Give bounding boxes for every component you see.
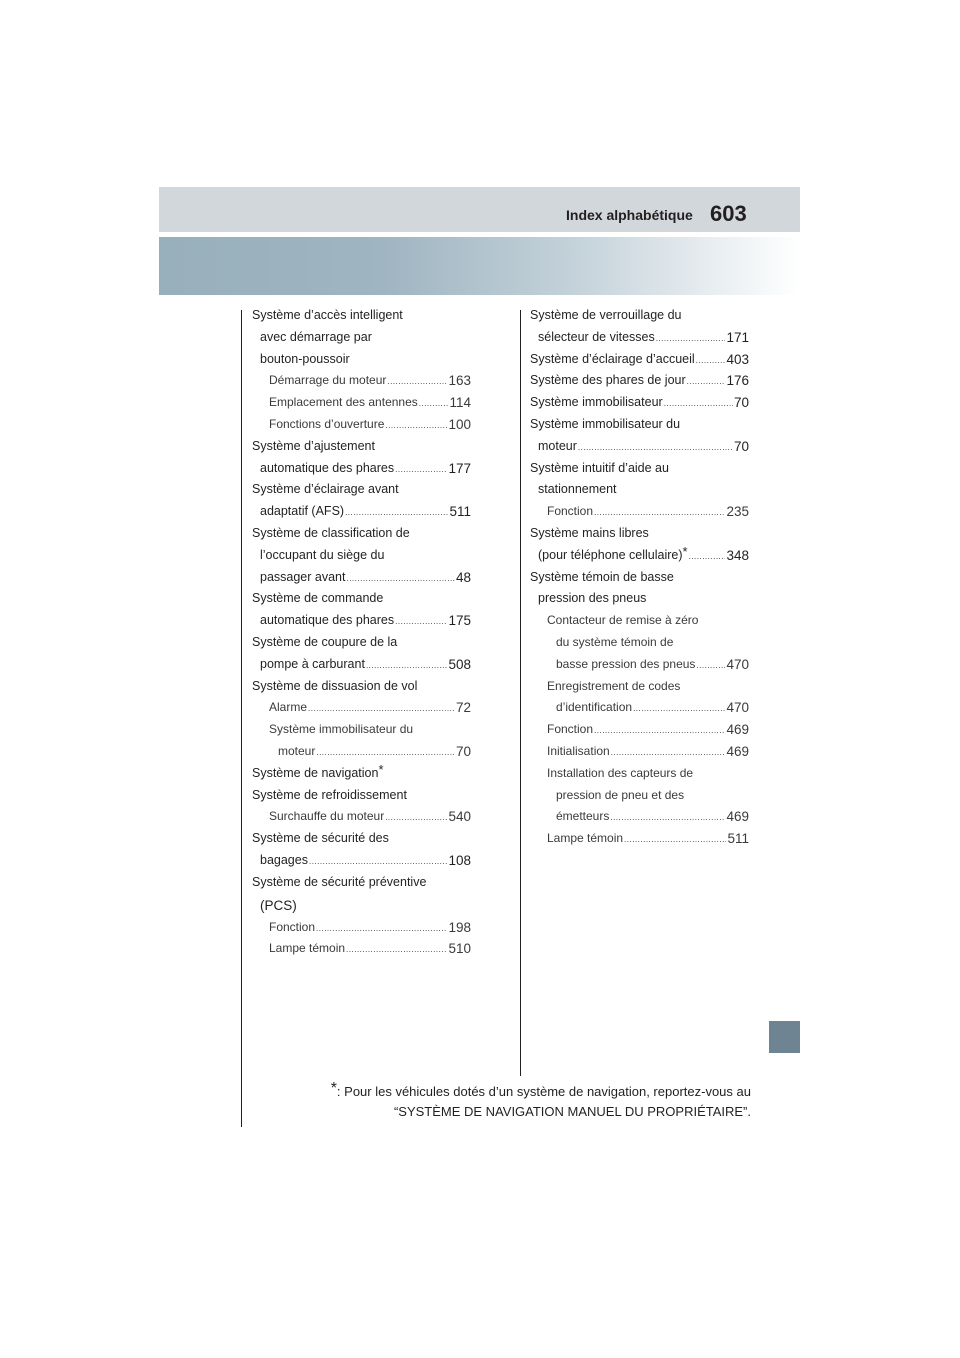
index-entry [530, 654, 749, 676]
dot-leader [656, 327, 726, 349]
index-entry-label: du système témoin de [556, 634, 674, 649]
dot-leader [346, 567, 454, 589]
index-entry-page[interactable]: 70 [733, 438, 749, 454]
index-entry-label: Fonction [269, 919, 316, 934]
index-entry-label: Surchauffe du moteur [269, 809, 385, 824]
index-entry [252, 436, 471, 458]
footnote-line-1: : Pour les véhicules dotés d’un système de navigation, reportez-vous au [336, 1084, 751, 1099]
index-entry [252, 806, 471, 828]
index-entry-label: Système d’éclairage avant [252, 482, 399, 497]
index-entry-page[interactable]: 348 [726, 547, 749, 563]
index-entry-label: Démarrage du moteur [269, 373, 387, 388]
index-entry [530, 479, 749, 501]
index-entry-page[interactable]: 72 [455, 700, 471, 716]
index-entry-label: bouton-poussoir [260, 351, 350, 366]
index-entry [252, 632, 471, 654]
index-column-right [530, 305, 749, 850]
index-entry [252, 872, 471, 894]
index-entry-label: Fonction [547, 722, 594, 737]
index-entry-label: Système de dissuasion de vol [252, 678, 418, 693]
index-entry [252, 523, 471, 545]
index-entry [252, 545, 471, 567]
dot-leader [395, 610, 447, 632]
index-entry [252, 894, 471, 917]
index-entry-page[interactable]: 171 [726, 329, 749, 345]
header-gradient-band [159, 237, 800, 295]
index-entry-page[interactable]: 469 [726, 722, 749, 738]
index-column-left [252, 305, 471, 960]
dot-leader [385, 414, 447, 436]
index-entry-page[interactable]: 511 [727, 831, 749, 847]
dot-leader [385, 806, 447, 828]
dot-leader [316, 741, 455, 763]
index-entry-label: adaptatif (AFS) [260, 504, 345, 519]
index-entry [530, 501, 749, 523]
index-entry-label: automatique des phares [260, 613, 395, 628]
index-entry [530, 305, 749, 327]
dot-leader [594, 719, 725, 741]
index-entry-label: automatique des phares [260, 460, 395, 475]
dot-leader [664, 392, 733, 414]
index-entry-page[interactable]: 508 [448, 656, 471, 672]
column-divider-rule [520, 310, 521, 1076]
dot-leader [387, 370, 447, 392]
index-entry-label: Alarme [269, 700, 308, 715]
index-entry [252, 938, 471, 960]
index-entry-label: Système de commande [252, 591, 384, 606]
index-entry-label: avec démarrage par [260, 329, 372, 344]
index-entry-label: Système de refroidissement [252, 787, 407, 802]
index-entry-label: (pour téléphone cellulaire) [538, 547, 683, 562]
index-entry-label: basse pression des pneus [556, 656, 696, 671]
index-entry-label: Installation des capteurs de [547, 765, 694, 780]
index-entry [530, 697, 749, 719]
index-entry-label: (PCS) [260, 897, 297, 913]
index-entry-label: pression de pneu et des [556, 787, 685, 802]
index-entry-page[interactable]: 108 [448, 852, 471, 868]
index-entry-label: Lampe témoin [547, 831, 624, 846]
index-entry-label: pompe à carburant [260, 656, 365, 671]
index-entry-label: Système immobilisateur du [269, 722, 414, 737]
index-entry [252, 917, 471, 939]
index-entry-page[interactable]: 70 [455, 743, 471, 759]
dot-leader [395, 458, 447, 480]
page-number: 603 [710, 201, 747, 226]
index-entry-page[interactable]: 175 [448, 613, 471, 629]
index-entry-label: Système intuitif d’aide au [530, 460, 669, 475]
dot-leader [594, 501, 725, 523]
index-entry-label: sélecteur de vitesses [538, 329, 655, 344]
footnote [252, 1082, 751, 1122]
index-entry-label: passager avant [260, 569, 346, 584]
index-entry-label: Contacteur de remise à zéro [547, 613, 699, 628]
section-tab [769, 1021, 800, 1053]
dot-leader [611, 741, 726, 763]
index-entry-page[interactable]: 70 [733, 395, 749, 411]
index-entry [530, 436, 749, 458]
dot-leader [309, 850, 448, 872]
index-entry [252, 850, 471, 872]
index-entry-label: Système des phares de jour [530, 373, 686, 388]
index-entry [530, 370, 749, 392]
index-entry-label: pression des pneus [538, 591, 647, 606]
index-entry [530, 458, 749, 480]
index-entry-label: Emplacement des antennes [269, 395, 418, 410]
index-entry-page[interactable]: 177 [448, 460, 471, 476]
index-entry-page[interactable]: 469 [726, 743, 749, 759]
index-entry [530, 741, 749, 763]
index-entry-page[interactable]: 403 [726, 351, 749, 367]
index-entry-page[interactable]: 176 [726, 373, 749, 389]
dot-leader [689, 545, 726, 567]
index-entry [252, 654, 471, 676]
index-entry [530, 414, 749, 436]
index-entry [252, 719, 471, 741]
index-entry-page[interactable]: 469 [726, 809, 749, 825]
index-entry-label: Système d’accès intelligent [252, 308, 403, 322]
index-entry [252, 458, 471, 480]
index-entry-page[interactable]: 100 [448, 416, 471, 432]
index-entry [252, 741, 471, 763]
index-entry [252, 697, 471, 719]
index-entry-label: Système mains libres [530, 525, 649, 540]
index-entry-label: Système d’ajustement [252, 438, 375, 453]
index-entry [530, 828, 749, 850]
dot-leader [610, 806, 725, 828]
index-entry-label: Initialisation [547, 743, 610, 758]
index-entry [252, 479, 471, 501]
footnote-star: * [330, 1080, 337, 1097]
footnote-marker: * [682, 543, 688, 559]
index-entry-label: bagages [260, 852, 308, 867]
index-entry-page[interactable]: 540 [448, 809, 471, 825]
index-entry-label: moteur [278, 743, 316, 758]
dot-leader [696, 349, 726, 371]
dot-leader [346, 938, 447, 960]
index-entry-label: Système de classification de [252, 525, 410, 540]
dot-leader [633, 697, 725, 719]
index-entry-label: Système immobilisateur [530, 395, 663, 410]
index-entry [252, 392, 471, 414]
index-entry-label: Système de navigation [252, 765, 379, 780]
index-entry-label: l’occupant du siège du [260, 547, 385, 562]
index-entry [252, 828, 471, 850]
index-entry [530, 523, 749, 545]
index-entry [252, 785, 471, 807]
index-entry-label: Fonction [547, 504, 594, 519]
header-bar [159, 187, 800, 232]
index-entry-label: Système de sécurité préventive [252, 874, 427, 889]
index-entry-label: Système témoin de basse [530, 569, 674, 584]
index-entry-label: Fonctions d’ouverture [269, 416, 385, 431]
index-entry-label: Système d’éclairage d’accueil [530, 351, 695, 366]
index-entry [252, 588, 471, 610]
index-entry-label: émetteurs [556, 809, 610, 824]
index-entry [530, 785, 749, 807]
footnote-line-2: “SYSTÈME DE NAVIGATION MANUEL DU PROPRIÉTAIRE”. [393, 1104, 751, 1119]
index-entry [530, 610, 749, 632]
index-entry-label: Lampe témoin [269, 941, 346, 956]
dot-leader [345, 501, 448, 523]
index-entry [530, 676, 749, 698]
index-entry [530, 349, 749, 371]
index-entry-page[interactable]: 198 [448, 919, 471, 935]
dot-leader [316, 917, 447, 939]
dot-leader [419, 392, 449, 414]
index-entry [252, 349, 471, 371]
dot-leader [696, 654, 725, 676]
index-entry [252, 370, 471, 392]
index-entry [530, 588, 749, 610]
index-entry [530, 327, 749, 349]
index-entry [252, 327, 471, 349]
dot-leader [687, 370, 726, 392]
index-entry [530, 632, 749, 654]
index-entry-label: Système de coupure de la [252, 634, 398, 649]
index-entry-label: moteur [538, 438, 577, 453]
index-entry-label: d’identification [556, 700, 633, 715]
index-entry [530, 545, 749, 567]
index-entry [252, 305, 471, 327]
index-entry-page[interactable]: 510 [448, 941, 471, 957]
page-section-title: Index alphabétique [566, 207, 693, 223]
index-entry [252, 501, 471, 523]
index-entry [252, 567, 471, 589]
index-entry-label: stationnement [538, 482, 617, 497]
dot-leader [308, 697, 455, 719]
index-entry-page[interactable]: 114 [449, 395, 471, 411]
index-entry [252, 676, 471, 698]
index-entry [530, 763, 749, 785]
index-entry-label: Système immobilisateur du [530, 416, 681, 431]
index-entry-page[interactable]: 470 [726, 656, 749, 672]
index-entry [252, 763, 471, 785]
index-entry-page[interactable]: 48 [455, 569, 471, 585]
index-entry [530, 806, 749, 828]
dot-leader [366, 654, 448, 676]
index-entry [252, 414, 471, 436]
index-entry-page[interactable]: 235 [726, 504, 749, 520]
index-entry-label: Système de verrouillage du [530, 308, 682, 322]
index-entry-label: Système de sécurité des [252, 831, 389, 846]
index-entry [530, 567, 749, 589]
index-entry-page[interactable]: 470 [726, 700, 749, 716]
dot-leader [624, 828, 726, 850]
left-margin-rule [241, 310, 242, 1127]
dot-leader [578, 436, 733, 458]
index-entry-page[interactable]: 511 [449, 504, 471, 520]
index-entry [252, 610, 471, 632]
index-entry-label: Enregistrement de codes [547, 678, 681, 693]
footnote-marker: * [378, 761, 384, 777]
index-entry [530, 392, 749, 414]
index-entry [530, 719, 749, 741]
index-entry-page[interactable]: 163 [448, 373, 471, 389]
